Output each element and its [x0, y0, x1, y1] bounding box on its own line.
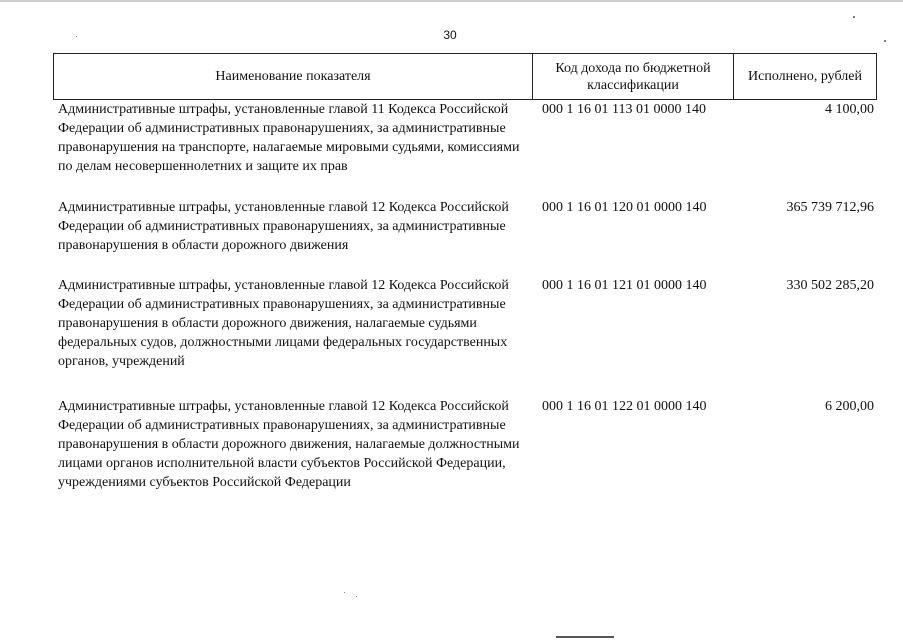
- scan-speck: [853, 16, 855, 18]
- row-code: 000 1 16 01 122 01 0000 140: [542, 399, 707, 414]
- row-code: 000 1 16 01 113 01 0000 140: [542, 102, 706, 117]
- row-amount: 4 100,00: [825, 102, 874, 117]
- row-amount: 365 739 712,96: [786, 200, 874, 215]
- header-code: Код дохода по бюджетной классификации: [533, 54, 734, 99]
- header-name: Наименование показателя: [54, 54, 533, 99]
- row-name: Административные штрафы, установленные главой 12 Кодекса Российской Федерации об административных правонарушениях, за административные правонарушения в области дорожного движения: [58, 200, 509, 253]
- scan-speck: [76, 36, 77, 37]
- table-header: [53, 53, 877, 100]
- scan-top-edge: [0, 0, 903, 2]
- scan-bottom-mark: [556, 636, 614, 638]
- header-amount: Исполнено, рублей: [748, 69, 862, 84]
- row-code: 000 1 16 01 121 01 0000 140: [542, 278, 707, 293]
- row-code: 000 1 16 01 120 01 0000 140: [542, 200, 707, 215]
- scan-speck: [884, 40, 886, 42]
- row-name: Административные штрафы, установленные главой 11 Кодекса Российской Федерации об административных правонарушениях, за административные правонарушения на транспорте, налагаемые мировыми судьями, комиссиями по делам несовершеннолетних и защите их прав: [58, 102, 520, 174]
- row-name: Административные штрафы, установленные главой 12 Кодекса Российской Федерации об административных правонарушениях, за административные правонарушения в области дорожного движения, налагаемые должностными лицами органов исполнительной власти субъектов Российской Федерации, учреждениями субъектов Российской Федерации: [58, 399, 520, 490]
- row-name: Административные штрафы, установленные главой 12 Кодекса Российской Федерации об административных правонарушениях, за административные правонарушения в области дорожного движения, налагаемые судьями федеральных судов, должностными лицами федеральных государственных органов, учреждений: [58, 278, 509, 369]
- scan-speck: [356, 596, 357, 597]
- page-number: 30: [443, 28, 457, 42]
- row-amount: 330 502 285,20: [786, 278, 874, 293]
- scan-speck: [344, 592, 345, 593]
- row-amount: 6 200,00: [825, 399, 874, 414]
